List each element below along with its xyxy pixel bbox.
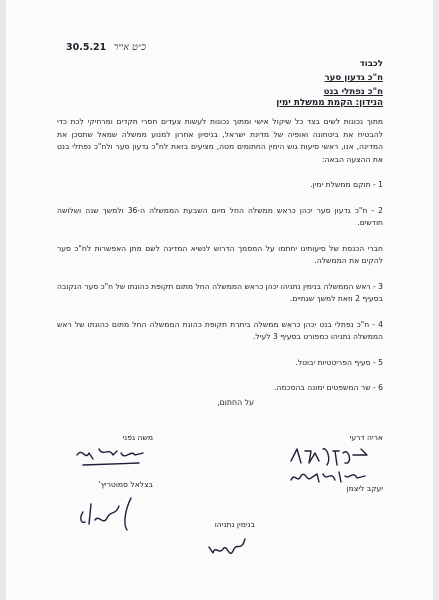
closing-line: על החתום, <box>217 398 254 407</box>
clause-3: 3 - ראש הממשלה בנימין נתניהו יכהן כראש הממשלה החל מתום תקופת כהונתו של ח"כ סער הנקובה בסעיף 2 וזאת למשך שנתיים. <box>57 281 383 303</box>
letter-date: 30.5.21 <box>66 42 107 53</box>
page-edge-right <box>433 0 439 600</box>
signer-name-litzman: יעקב ליצמן <box>346 484 383 493</box>
signing-note: חברי הכנסת של סיעותינו יחתמו על המסמך הדרוש לנשיא המדינה לשם מתן האפשרות לח"כ סער להקים את הממשלה. <box>57 243 383 265</box>
clause-5: 5 - סעיף הפריטטיות יבוטל. <box>295 357 383 367</box>
letter-body <box>57 116 383 408</box>
netanyahu-signature <box>205 533 253 561</box>
intro-paragraph: מתוך נכונות לשים בצד כל שיקול אישי ומתוך נכונות לעשות צעדים חסרי תקדים ומרחיקי לכת כדי להבטיח את ביטחונה ואופיה של מדינת ישראל, בניסיון אחרון למנוע ממשלה שמאל שתסכן את המדינה, אנו, ראשי סיעות גוש הימין החתומים מטה, מציעים בזאת לח"כ גדעון סער ולח"כ נפתלי בנט את ההצעה הבאה: <box>57 117 383 164</box>
page-edge-left <box>0 0 6 600</box>
clause-6: 6 - שר המשפטים ימונה בהסכמה. <box>274 383 383 392</box>
addressee-line-1: ח"כ גדעון סער <box>324 73 383 83</box>
clause-4: 4 - ח"כ נפתלי בנט יכהן כראש ממשלה ביתרת תקופת כהונת הממשלה החל מתום כהונתו של ראש הממשלה נתניהו כמפורט בסעיף 3 לעיל. <box>57 319 383 341</box>
subject-line: הנידון: הקמת ממשלת ימין <box>276 98 383 108</box>
date-line <box>66 42 146 53</box>
addressee-line-2: ח"כ נפתלי בנט <box>323 87 383 97</box>
clause-1: 1 - תוקם ממשלת ימין. <box>310 180 383 189</box>
smotrich-signature <box>75 494 139 534</box>
signer-name-gafni: משה גפני <box>122 433 153 442</box>
gafni-signature <box>73 445 147 469</box>
hebrew-date-handwritten: כ״ט אייר <box>113 42 146 53</box>
signer-name-smotrich: בצלאל סמוטריץ' <box>98 480 153 489</box>
addressee-salutation: לכבוד <box>359 59 383 69</box>
signer-name-netanyahu: בנימין נתניהו <box>214 520 255 529</box>
signer-name-deri: אריה דרעי <box>349 433 383 442</box>
addressee-block <box>263 57 383 99</box>
clause-2: 2 - ח"כ גדעון סער יכהן כראש ממשלה החל מיום השבעת הממשלה ה-36 ולמשך שנה ושלושה חודשים. <box>57 205 383 227</box>
